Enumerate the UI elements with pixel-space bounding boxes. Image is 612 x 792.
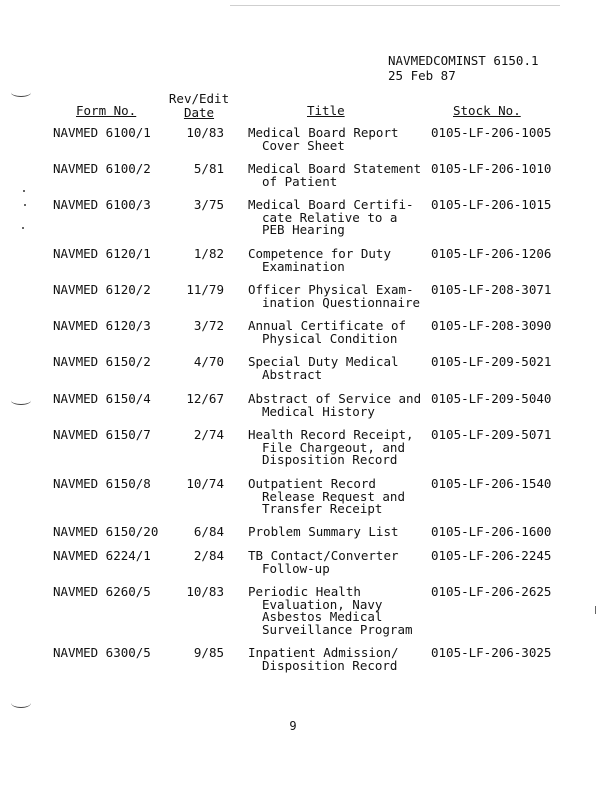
rev-edit-date: 5/81: [193, 161, 224, 176]
form-number: NAVMED 6150/20: [53, 524, 159, 539]
margin-dot: [595, 606, 596, 614]
form-title-line: Health Record Receipt,: [248, 427, 414, 442]
rev-edit-date: 1/82: [193, 246, 224, 261]
form-title-line: Transfer Receipt: [262, 501, 383, 516]
form-title: [248, 284, 420, 309]
form-title: [248, 478, 405, 516]
form-number: NAVMED 6224/1: [53, 548, 151, 563]
table-row: [0, 163, 612, 188]
stock-number: 0105-LF-208-3090: [431, 318, 552, 333]
form-title: [248, 248, 391, 273]
form-title-line: Abstract: [262, 366, 323, 382]
table-row: [0, 248, 612, 273]
form-title-line: Release Request and: [262, 488, 405, 504]
margin-mark: [11, 698, 31, 708]
table-row: [0, 478, 612, 516]
form-title-line: cate Relative to a: [262, 209, 398, 225]
rev-edit-date: 11/79: [186, 282, 224, 297]
stock-number: 0105-LF-208-3071: [431, 282, 552, 297]
instruction-number: NAVMEDCOMINST 6150.1: [388, 53, 539, 68]
form-title-line: Examination: [262, 258, 345, 274]
form-number: NAVMED 6260/5: [53, 584, 151, 599]
form-number: NAVMED 6150/8: [53, 476, 151, 491]
form-title-line: Medical History: [262, 403, 375, 419]
stock-number: 0105-LF-206-2625: [431, 584, 552, 599]
form-title-line: TB Contact/Converter: [248, 548, 399, 563]
stock-number: 0105-LF-206-1600: [431, 524, 552, 539]
column-header-title: Title: [307, 103, 345, 118]
form-title: [248, 429, 414, 467]
stock-number: 0105-LF-206-1015: [431, 197, 552, 212]
form-title-line: Periodic Health: [248, 584, 361, 599]
form-title-line: Medical Board Report: [248, 125, 399, 140]
margin-mark: [11, 396, 31, 405]
stock-number: 0105-LF-206-1206: [431, 246, 552, 261]
form-title-line: Asbestos Medical: [262, 609, 383, 624]
form-title-line: Disposition Record: [262, 657, 398, 673]
form-title-line: of Patient: [262, 173, 338, 189]
rev-edit-date: 3/72: [193, 318, 224, 333]
margin-mark: [11, 88, 31, 97]
form-title: [248, 647, 399, 672]
rev-edit-date: 2/74: [193, 427, 224, 442]
form-number: NAVMED 6100/2: [53, 161, 151, 176]
instruction-date: 25 Feb 87: [388, 68, 456, 83]
rev-edit-date: 3/75: [193, 197, 224, 212]
form-title: [248, 526, 399, 539]
form-number: NAVMED 6150/2: [53, 354, 151, 369]
table-row: [0, 199, 612, 237]
form-title-line: File Chargeout, and: [262, 439, 405, 455]
form-title-line: Physical Condition: [262, 330, 398, 346]
stock-number: 0105-LF-206-1540: [431, 476, 552, 491]
form-title: [248, 320, 406, 345]
table-row: [0, 586, 612, 636]
margin-dot: [24, 204, 26, 206]
stock-number: 0105-LF-209-5071: [431, 427, 552, 442]
margin-dot: [22, 227, 24, 229]
rev-edit-date: 2/84: [193, 548, 224, 563]
stock-number: 0105-LF-206-1005: [431, 125, 552, 140]
rev-edit-date: 12/67: [186, 391, 224, 406]
form-title: [248, 550, 399, 575]
form-title-line: Follow-up: [262, 560, 330, 576]
table-row: [0, 429, 612, 467]
form-title: [248, 163, 421, 188]
form-number: NAVMED 6100/3: [53, 197, 151, 212]
form-title-line: Evaluation, Navy: [262, 596, 383, 612]
form-title-line: Medical Board Statement: [248, 161, 422, 176]
table-row: [0, 550, 612, 575]
column-header-rev-edit-date: Rev/Edit Date: [168, 91, 230, 120]
rev-edit-date: 10/83: [186, 125, 224, 140]
stock-number: 0105-LF-209-5021: [431, 354, 552, 369]
form-title-line: Medical Board Certifi-: [248, 197, 414, 212]
column-header-stock-no: Stock No.: [453, 103, 521, 118]
table-row: [0, 320, 612, 345]
form-title: [248, 356, 399, 381]
form-title-line: Disposition Record: [262, 452, 398, 467]
form-number: NAVMED 6120/1: [53, 246, 151, 261]
form-title-line: PEB Hearing: [262, 222, 345, 237]
form-title: [248, 393, 421, 418]
form-title-line: ination Questionnaire: [262, 294, 421, 310]
form-number: NAVMED 6120/3: [53, 318, 151, 333]
form-title-line: Officer Physical Exam-: [248, 282, 414, 297]
form-number: NAVMED 6120/2: [53, 282, 151, 297]
form-number: NAVMED 6150/4: [53, 391, 151, 406]
form-title-line: Special Duty Medical: [248, 354, 399, 369]
stock-number: 0105-LF-206-3025: [431, 645, 552, 660]
form-title-line: Annual Certificate of: [248, 318, 407, 333]
table-row: [0, 393, 612, 418]
form-number: NAVMED 6300/5: [53, 645, 151, 660]
document-reference: [388, 53, 539, 83]
rev-edit-date: 10/83: [186, 584, 224, 599]
column-header-form-no: Form No.: [76, 103, 137, 118]
form-title: [248, 586, 413, 636]
form-number: NAVMED 6100/1: [53, 125, 151, 140]
form-title-line: Outpatient Record: [248, 476, 376, 491]
form-number: NAVMED 6150/7: [53, 427, 151, 442]
table-row: [0, 127, 612, 152]
form-title-line: Abstract of Service and: [248, 391, 422, 406]
form-title-line: Problem Summary List: [248, 524, 399, 539]
stock-number: 0105-LF-206-1010: [431, 161, 552, 176]
form-title-line: Surveillance Program: [262, 621, 413, 637]
form-title-line: Competence for Duty: [248, 246, 391, 261]
scan-top-rule: [230, 5, 560, 6]
table-row: [0, 647, 612, 672]
rev-edit-date: 9/85: [193, 645, 224, 660]
rev-edit-date: 10/74: [186, 476, 224, 491]
rev-edit-date: 6/84: [193, 524, 224, 539]
stock-number: 0105-LF-206-2245: [431, 548, 552, 563]
form-title: [248, 127, 399, 152]
page-number: 9: [289, 719, 297, 733]
form-title-line: Cover Sheet: [262, 137, 345, 153]
table-row: [0, 356, 612, 381]
table-row: [0, 284, 612, 309]
rev-edit-date: 4/70: [193, 354, 224, 369]
form-title-line: Inpatient Admission/: [248, 645, 399, 660]
margin-dot: [23, 190, 25, 192]
form-title: [248, 199, 414, 237]
table-row: [0, 526, 612, 539]
stock-number: 0105-LF-209-5040: [431, 391, 552, 406]
